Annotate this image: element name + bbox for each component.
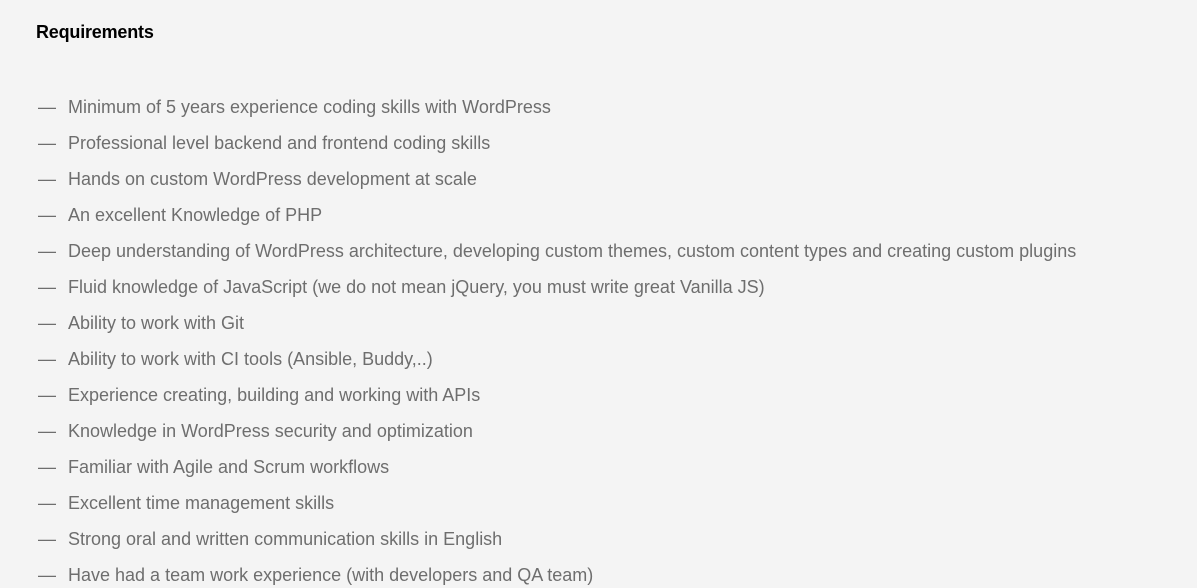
list-item: [36, 377, 1161, 413]
list-item: [36, 557, 1161, 588]
requirement-text: Experience creating, building and working with APIs: [68, 385, 481, 405]
dash-bullet: —: [38, 421, 56, 441]
requirement-text: Fluid knowledge of JavaScript (we do not mean jQuery, you must write great Vanilla JS): [68, 277, 765, 297]
list-item: [36, 161, 1161, 197]
dash-bullet: —: [38, 277, 56, 297]
list-item: [36, 89, 1161, 125]
list-item: [36, 233, 1161, 269]
dash-bullet: —: [38, 349, 56, 369]
requirement-text: Familiar with Agile and Scrum workflows: [68, 457, 390, 477]
requirement-text: Deep understanding of WordPress architecture, developing custom themes, custom content types and creating custom plugins: [68, 241, 1077, 261]
list-item: [36, 413, 1161, 449]
dash-bullet: —: [38, 529, 56, 549]
requirement-text: Ability to work with Git: [68, 313, 245, 333]
dash-bullet: —: [38, 385, 56, 405]
requirements-list: [36, 89, 1161, 588]
requirement-text: An excellent Knowledge of PHP: [68, 205, 323, 225]
dash-bullet: —: [38, 169, 56, 189]
list-item: [36, 485, 1161, 521]
dash-bullet: —: [38, 205, 56, 225]
list-item: [36, 521, 1161, 557]
dash-bullet: —: [38, 241, 56, 261]
requirement-text: Ability to work with CI tools (Ansible, Buddy,..): [68, 349, 433, 369]
list-item: [36, 197, 1161, 233]
requirement-text: Have had a team work experience (with developers and QA team): [68, 565, 594, 585]
list-item: [36, 305, 1161, 341]
dash-bullet: —: [38, 493, 56, 513]
dash-bullet: —: [38, 313, 56, 333]
list-item: [36, 449, 1161, 485]
requirement-text: Professional level backend and frontend coding skills: [68, 133, 491, 153]
requirement-text: Knowledge in WordPress security and optimization: [68, 421, 473, 441]
list-item: [36, 125, 1161, 161]
list-item: [36, 341, 1161, 377]
dash-bullet: —: [38, 133, 56, 153]
section-title: Requirements: [36, 22, 154, 42]
requirement-text: Strong oral and written communication skills in English: [68, 529, 503, 549]
dash-bullet: —: [38, 565, 56, 585]
dash-bullet: —: [38, 97, 56, 117]
requirement-text: Hands on custom WordPress development at scale: [68, 169, 477, 189]
dash-bullet: —: [38, 457, 56, 477]
requirement-text: Excellent time management skills: [68, 493, 335, 513]
list-item: [36, 269, 1161, 305]
requirement-text: Minimum of 5 years experience coding skills with WordPress: [68, 97, 551, 117]
